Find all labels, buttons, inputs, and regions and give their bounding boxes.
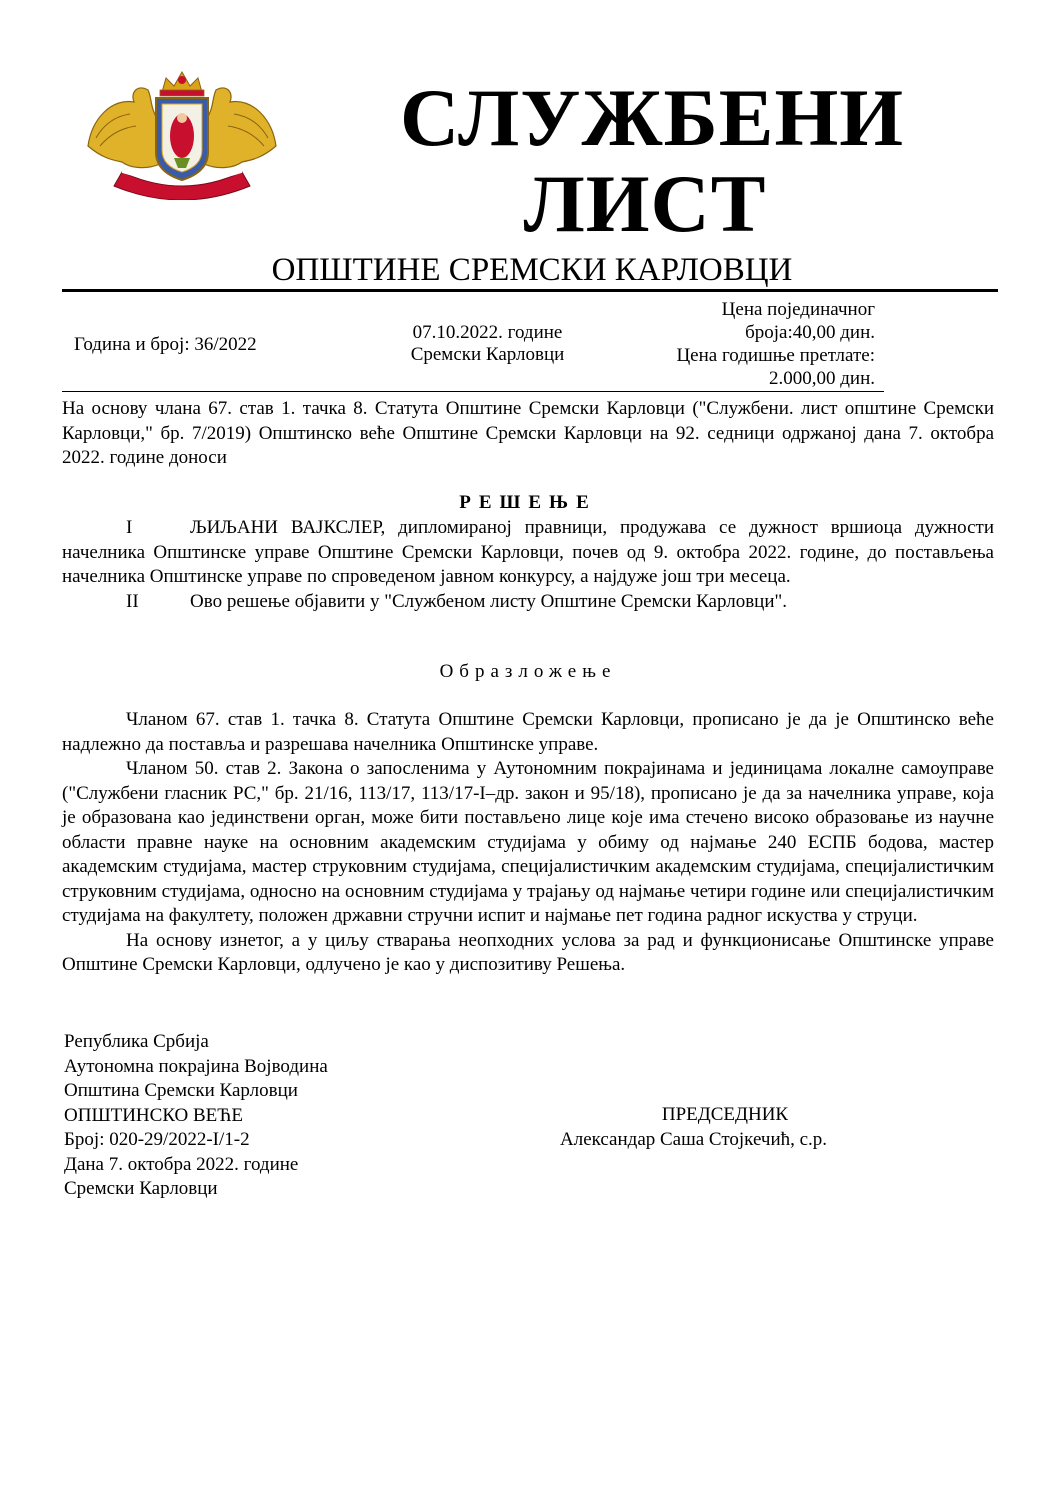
decision-heading: РЕШЕЊЕ <box>459 492 597 513</box>
issuer-province: Аутономна покрајина Војводина <box>64 1055 328 1077</box>
decision-items <box>62 516 994 614</box>
reason-paragraph: На основу изнетог, а у циљу стварања неопходних услова за рад и функционисање Општинске управе Општине Сремски Карловци, одлучено је као у диспозитиву Решења. <box>62 929 994 975</box>
reasons-heading: Образложење <box>439 661 617 682</box>
header-divider <box>62 289 998 292</box>
meta-divider <box>62 391 884 392</box>
price-single-line-1: Цена појединачног <box>721 299 875 320</box>
year-and-number: Година и број: 36/2022 <box>74 334 257 355</box>
decision-item <box>62 590 994 615</box>
coat-of-arms-emblem <box>82 68 282 200</box>
intro-text: На основу члана 67. став 1. тачка 8. Статута Општине Сремски Карловци ("Службени. лист општине Сремски Карловци," бр. 7/2019) Општинско веће Општине Сремски Карловци на 92. седници одржаној дана 7. октобра 2022. године доноси <box>62 398 994 468</box>
document-date: Дана 7. октобра 2022. године <box>64 1153 299 1175</box>
issuer-block <box>64 1030 328 1202</box>
reasons-section <box>62 708 994 978</box>
price-info <box>640 298 875 390</box>
issuer-country: Република Србија <box>64 1031 209 1052</box>
reason-paragraph: Чланом 50. став 2. Закона о запосленима у Аутономним покрајинама и јединицама локалне самоуправе ("Службени гласник РС," бр. 21/16, 113/17, 113/17-I–др. закон и 95/18), прописано је да за начелника управе, која је образована као јединствени орган, може бити постављено лице које има стечено високо образовање из научне области правне науке на основним академским студијама у обиму од најмање 240 ЕСПБ бодова, мастер академским студијама, мастер струковним студијама, специјалистичким академским студијама, специјалистичким струковним студијама, односно на основним студијама у трајању од најмање четири године или специјалистичким студијама на факултету, положен државни стручни испит и најмање пет година радног искуства у струци. <box>62 758 994 926</box>
item-text: ЉИЉАНИ ВАЈКСЛЕР, дипломираној правници, продужава се дужност вршиоца дужности начелника Општинске управе Општине Сремски Карловци, почев од 9. октобра 2022. године, до постављења начелника Општинске управе по спроведеном јавном конкурсу, а најдуже још три месеца. <box>62 517 994 587</box>
signatory-title: ПРЕДСЕДНИК <box>661 1104 789 1125</box>
item-number: II <box>126 590 139 612</box>
item-number: I <box>126 517 133 538</box>
issuer-council: ОПШТИНСКО ВЕЋЕ <box>64 1104 243 1126</box>
gazette-title-line-1: СЛУЖБЕНИ <box>400 72 905 163</box>
issue-place: Сремски Карловци <box>410 344 565 365</box>
gazette-subtitle: ОПШТИНЕ СРЕМСКИ КАРЛОВЦИ <box>271 252 793 288</box>
signature-block <box>560 1103 860 1152</box>
issue-date-place <box>395 322 580 366</box>
signatory-name: Александар Саша Стојкечић, с.р. <box>560 1128 828 1150</box>
intro-paragraph <box>62 397 994 471</box>
issuer-municipality: Општина Сремски Карловци <box>64 1080 298 1101</box>
reason-paragraph: Чланом 67. став 1. тачка 8. Статута Општине Сремски Карловци, прописано је да је Општинско веће надлежно да поставља и разрешава начелника Општинске управе. <box>62 709 994 755</box>
price-single-line-2: броја:40,00 дин. <box>745 322 875 343</box>
decision-item <box>62 516 994 590</box>
gazette-title-line-2: ЛИСТ <box>523 158 767 249</box>
price-yearly-line-1: Цена годишње претлате: <box>676 345 875 366</box>
item-text: Ово решење објавити у "Службеном листу Општине Сремски Карловци". <box>190 590 788 612</box>
document-place: Сремски Карловци <box>64 1178 218 1199</box>
price-yearly-line-2: 2.000,00 дин. <box>768 368 875 389</box>
issue-date: 07.10.2022. године <box>412 322 563 343</box>
document-number: Број: 020-29/2022-I/1-2 <box>64 1129 250 1150</box>
